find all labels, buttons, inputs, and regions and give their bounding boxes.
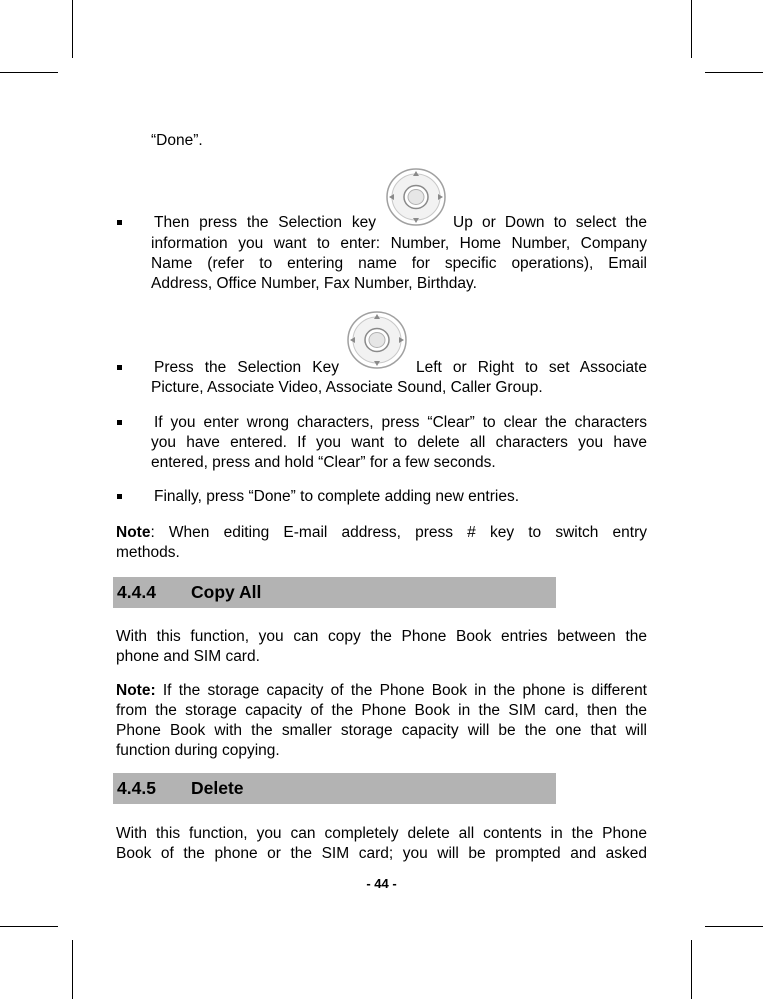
note-line: methods. [116, 544, 180, 561]
paragraph-line: Book of the phone or the SIM card; you will be prompted and asked [116, 845, 647, 862]
paragraph-line: phone and SIM card. [116, 648, 260, 665]
bullet-1-post: Up or Down to select the [453, 214, 647, 231]
bullet-2-post: Left or Right to set Associate [416, 359, 647, 376]
crop-mark [705, 72, 763, 73]
note-line: from the storage capacity of the Phone Book in the SIM card, then the [116, 702, 647, 719]
bullet-3-line: If you enter wrong characters, press “Clear” to clear the characters [154, 414, 647, 431]
note-text: : When editing E-mail address, press # key to switch entry [150, 524, 647, 541]
section-title: Copy All [191, 582, 262, 602]
paragraph-line: With this function, you can copy the Phone Book entries between the [116, 628, 647, 645]
bullet-1-pre: Then press the Selection key [154, 214, 376, 231]
bullet-3-line: you have entered. If you want to delete all characters you have [151, 434, 647, 451]
bullet-3-line: entered, press and hold “Clear” for a few seconds. [151, 454, 496, 471]
note-label: Note [116, 524, 151, 541]
note-text: If the storage capacity of the Phone Book in the phone is different [155, 682, 647, 699]
note-line: Phone Book with the smaller storage capacity will be the one that will [116, 722, 647, 739]
bullet-2-line: Picture, Associate Video, Associate Sound, Caller Group. [151, 379, 543, 396]
bullet-marker [117, 365, 122, 370]
section-heading-delete [113, 773, 556, 804]
crop-mark [691, 940, 692, 999]
note-line [116, 681, 647, 701]
crop-mark [72, 0, 73, 58]
bullet-2-pre: Press the Selection Key [154, 359, 339, 376]
bullet-marker [117, 420, 122, 425]
bullet-1-line: Address, Office Number, Fax Number, Birthday. [151, 275, 477, 292]
navigation-key-icon [346, 310, 408, 370]
continued-text: “Done”. [151, 132, 203, 149]
section-heading-copy-all [113, 577, 556, 608]
bullet-marker [117, 494, 122, 499]
crop-mark [72, 940, 73, 999]
crop-mark [0, 926, 58, 927]
navigation-key-icon [385, 167, 447, 227]
section-title: Delete [191, 778, 244, 798]
crop-mark [705, 926, 763, 927]
note-line [116, 523, 647, 543]
bullet-4-line: Finally, press “Done” to complete adding new entries. [154, 488, 519, 505]
section-number: 4.4.5 [117, 778, 156, 798]
crop-mark [0, 72, 58, 73]
section-number: 4.4.4 [117, 582, 156, 602]
bullet-1-line: Name (refer to entering name for specific operations), Email [151, 255, 647, 272]
page-number: - 44 - [366, 876, 397, 891]
paragraph-line: With this function, you can completely delete all contents in the Phone [116, 825, 647, 842]
bullet-1-line: information you want to enter: Number, Home Number, Company [151, 235, 647, 252]
crop-mark [691, 0, 692, 58]
note-line: function during copying. [116, 742, 280, 759]
bullet-marker [117, 220, 122, 225]
note-label: Note: [116, 682, 156, 699]
